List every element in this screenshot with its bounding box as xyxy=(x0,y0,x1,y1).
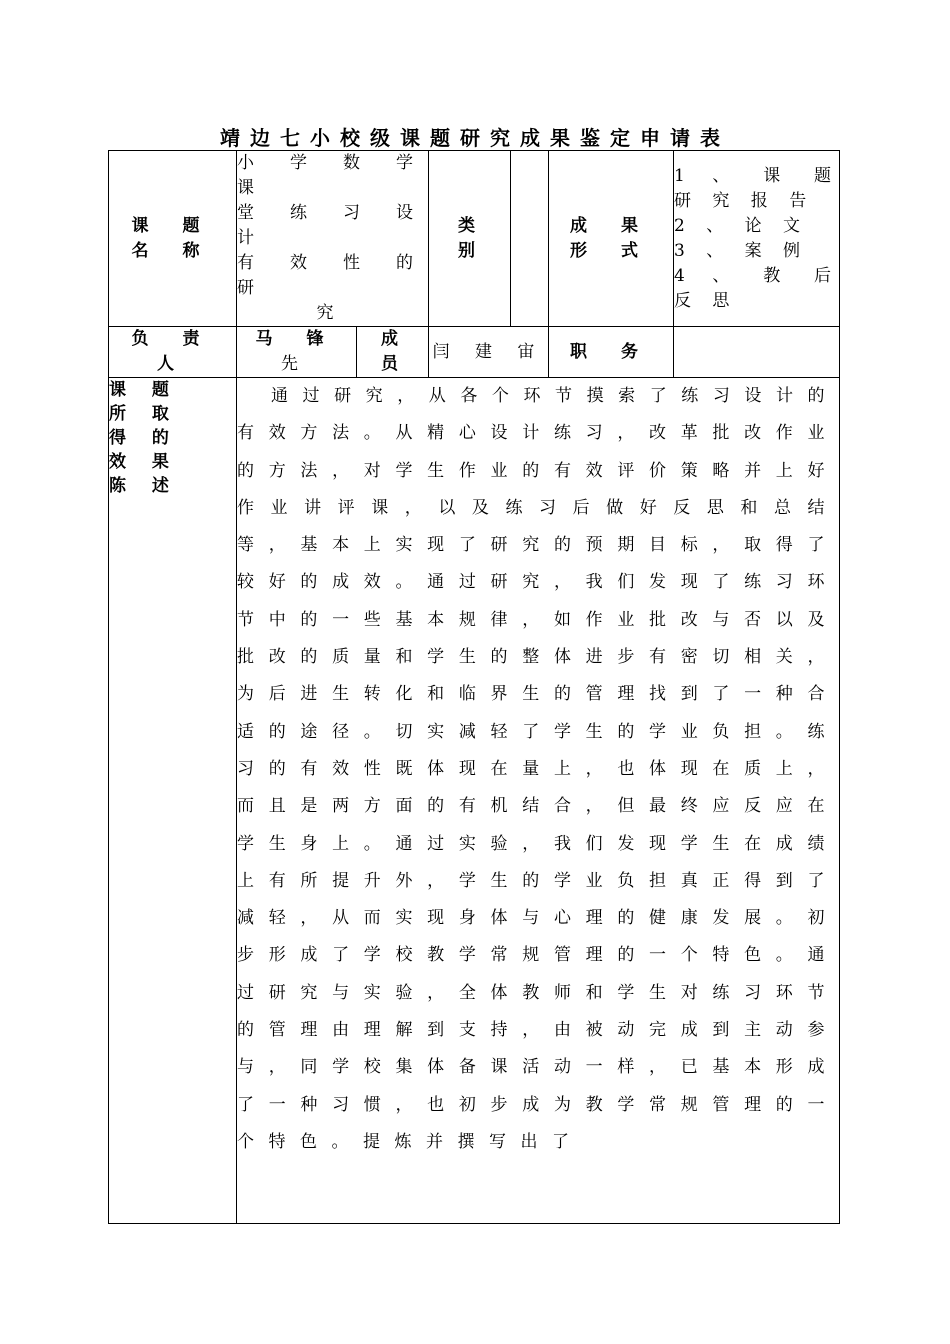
result-form-label-line1: 成 果 xyxy=(570,215,652,236)
leader-label-line2: 人 xyxy=(157,354,188,374)
summary-label-line: 陈 述 xyxy=(109,476,179,496)
application-form-table xyxy=(108,150,840,1224)
leader-label-line1: 负 责 xyxy=(131,329,214,349)
topic-value-line: 究 xyxy=(316,303,349,323)
result-form-label-cell xyxy=(549,151,674,327)
result-form-item: 研 究 报 告 xyxy=(674,190,815,211)
summary-text: 通过研究，从各个环节摸索了练习设计的有效方法。从精心设计练习，改革批改作业的方法，对学生作业的有效评价策略并上好作业讲评课，以及练习后做好反思和总结等，基本上实现了研究的预期目标，取得了较好的成效。通过研究，我们发现了练习环节中的一些基本规律，如作业批改与否以及批改的质量和学生的整体进步有密切相关，为后进生转化和临界生的管理找到了一种合适的途径。切实减轻了学生的学业负担。练习的有效性既体现在量上，也体现在质上，而且是两方面的有机结合，但最终应反应在学生身上。通过实验，我们发现学生在成绩上有所提升外，学生的学业负担真正得到了减轻，从而实现身体与心理的健康发展。初步形成了学校教学常规管理的一个特色。通过研究与实验，全体教师和学生对练习环节的管理由理解到支持，由被动完成到主动参与，同学校集体备课活动一样，已基本形成了一种习惯，也初步成为教学常规管理的一个特色。提炼并撰写出了 xyxy=(237,386,839,1152)
position-value-cell xyxy=(674,327,840,378)
result-forms-cell xyxy=(674,151,840,327)
category-label-line1: 类 xyxy=(458,215,481,236)
summary-body-cell xyxy=(237,378,840,1224)
summary-label-line: 得 的 xyxy=(109,428,179,448)
position-label-cell: 职 务 xyxy=(549,327,674,378)
summary-label-cell xyxy=(109,378,237,1224)
category-label-line2: 别 xyxy=(458,240,481,261)
result-form-item: 4 、 教 后 xyxy=(674,265,839,286)
result-form-item: 3 、 案 例 xyxy=(674,240,809,261)
topic-label-line2: 名 称 xyxy=(131,240,214,261)
result-form-item: 1 、 课 题 xyxy=(674,165,839,186)
topic-value-line: 小 学 数 学 课 xyxy=(237,153,428,198)
leader-value-line2: 先 xyxy=(281,354,312,374)
topic-label-cell xyxy=(109,151,237,327)
topic-label-line1: 课 题 xyxy=(131,215,214,236)
summary-label-line: 效 果 xyxy=(109,452,179,472)
topic-value-cell xyxy=(237,151,429,327)
member-value-cell: 闫 建 宙 xyxy=(429,327,549,378)
summary-label-line: 所 取 xyxy=(109,404,179,424)
page-title: 靖边七小校级课题研究成果鉴定申请表 xyxy=(220,126,730,150)
leader-label-cell xyxy=(109,327,237,378)
member-label-line2: 员 xyxy=(381,354,404,374)
leader-value-cell xyxy=(237,327,357,378)
member-label-line1: 成 xyxy=(381,329,404,349)
summary-row xyxy=(109,378,840,1224)
topic-value-line: 有 效 性 的 研 xyxy=(237,253,428,298)
member-label-cell xyxy=(357,327,429,378)
topic-value-line: 堂 练 习 设 计 xyxy=(237,203,428,248)
result-form-label-line2: 形 式 xyxy=(570,240,652,261)
result-form-item: 2 、 论 文 xyxy=(674,215,809,236)
topic-row xyxy=(109,151,840,327)
result-form-item: 反 思 xyxy=(674,290,738,311)
category-label-cell xyxy=(429,151,511,327)
category-value-cell xyxy=(511,151,549,327)
leader-row xyxy=(109,327,840,378)
summary-label-line: 课 题 xyxy=(109,380,179,400)
leader-value-line1: 马 锋 xyxy=(255,329,338,349)
